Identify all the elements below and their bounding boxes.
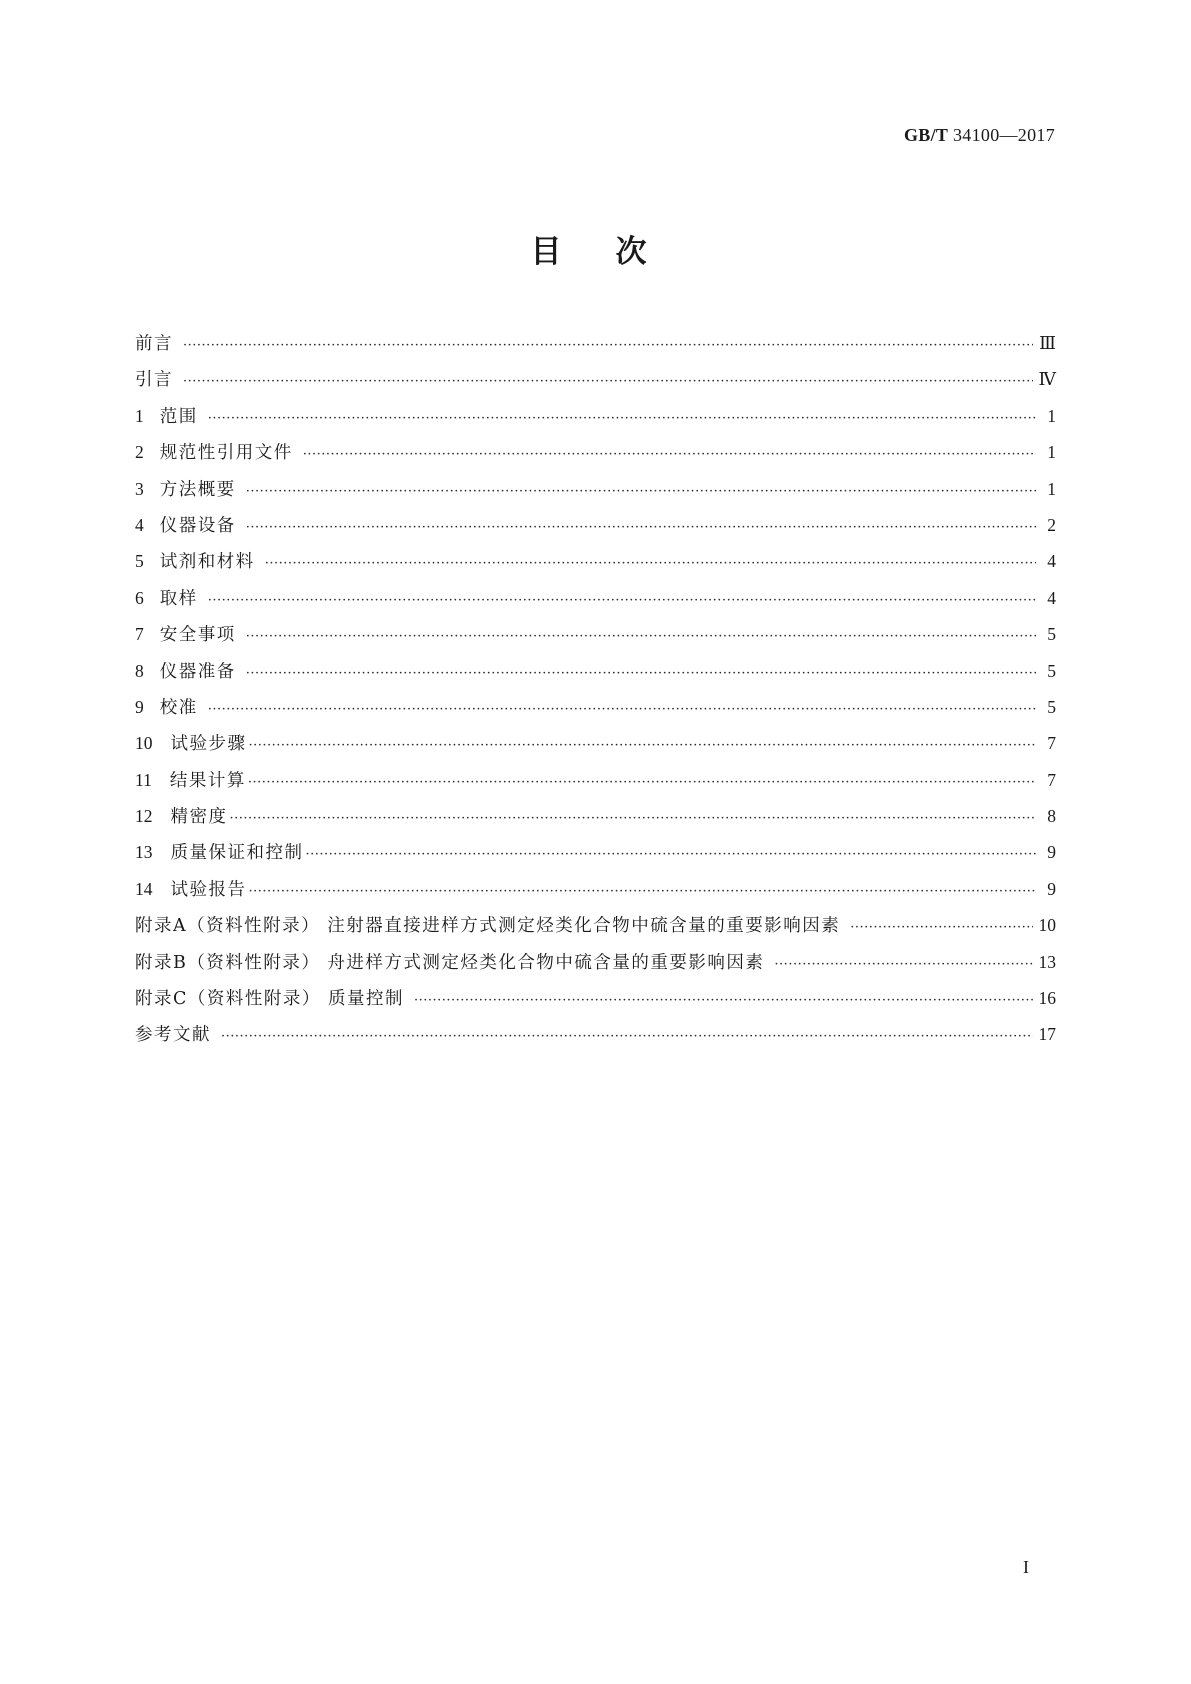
toc-entry-section-7[interactable] — [135, 616, 1056, 652]
toc-leader-dots — [208, 583, 1036, 619]
toc-entry-appendix-a[interactable] — [135, 907, 1056, 943]
toc-label: 试验步骤 — [170, 734, 247, 755]
toc-label: 规范性引用文件 — [159, 443, 293, 464]
toc-page-number: 1 — [1047, 405, 1056, 426]
toc-entry-section-1[interactable] — [135, 398, 1056, 434]
toc-page-number: 9 — [1047, 842, 1056, 863]
toc-page-number: 5 — [1047, 660, 1056, 681]
toc-leader-dots — [208, 401, 1036, 437]
toc-page-number: 7 — [1047, 769, 1056, 790]
toc-section-number: 12 — [135, 806, 153, 827]
toc-section-number: 9 — [135, 696, 144, 717]
toc-page-number: 4 — [1047, 587, 1056, 608]
toc-leader-dots — [221, 1019, 1033, 1055]
toc-entry-introduction[interactable] — [135, 361, 1056, 397]
toc-section-number: 1 — [135, 405, 144, 426]
toc-leader-dots — [774, 947, 1032, 983]
toc-label: 试剂和材料 — [159, 552, 255, 573]
toc-leader-dots — [249, 728, 1037, 764]
toc-leader-dots — [249, 874, 1037, 910]
toc-page-number: 7 — [1047, 733, 1056, 754]
toc-entry-section-9[interactable] — [135, 689, 1056, 725]
toc-entry-appendix-b[interactable] — [135, 944, 1056, 980]
toc-section-number: 8 — [135, 660, 144, 681]
toc-section-number: 2 — [135, 442, 144, 463]
toc-entry-section-10[interactable] — [135, 725, 1056, 761]
toc-entry-section-11[interactable] — [135, 762, 1056, 798]
toc-leader-dots — [248, 765, 1036, 801]
toc-page-number: 5 — [1047, 696, 1056, 717]
toc-leader-dots — [183, 328, 1033, 364]
toc-entry-section-8[interactable] — [135, 653, 1056, 689]
toc-section-number: 11 — [135, 769, 152, 790]
toc-label: 方法概要 — [159, 479, 236, 500]
toc-section-number: 14 — [135, 878, 153, 899]
toc-label: 仪器设备 — [159, 515, 236, 536]
toc-page-number: 16 — [1038, 988, 1056, 1009]
toc-entry-bibliography[interactable] — [135, 1016, 1056, 1052]
toc-entry-section-12[interactable] — [135, 798, 1056, 834]
toc-leader-dots — [246, 474, 1036, 510]
toc-section-number: 13 — [135, 842, 153, 863]
toc-leader-dots — [246, 510, 1036, 546]
toc-label: 取样 — [159, 588, 198, 609]
toc-leader-dots — [246, 656, 1036, 692]
toc-leader-dots — [230, 801, 1037, 837]
toc-page-number: 1 — [1047, 442, 1056, 463]
toc-label: 质量保证和控制 — [170, 843, 304, 864]
toc-section-number: 6 — [135, 587, 144, 608]
toc-entry-section-2[interactable] — [135, 434, 1056, 470]
toc-leader-dots — [303, 437, 1036, 473]
toc-entry-section-14[interactable] — [135, 871, 1056, 907]
toc-page-number: 13 — [1038, 951, 1056, 972]
toc-label: 安全事项 — [159, 625, 236, 646]
toc-label: 前言 — [135, 334, 173, 354]
toc-label: 附录B（资料性附录） 舟进样方式测定烃类化合物中硫含量的重要影响因素 — [135, 952, 765, 973]
toc-section-number: 7 — [135, 624, 144, 645]
toc-page-number: 17 — [1038, 1024, 1056, 1045]
page-title: 目次 — [530, 234, 701, 270]
toc-page-number: 1 — [1047, 478, 1056, 499]
toc-label: 校准 — [159, 697, 198, 718]
document-code — [904, 125, 1055, 146]
toc-label: 仪器准备 — [159, 661, 236, 682]
toc-page-number: 4 — [1047, 551, 1056, 572]
toc-leader-dots — [414, 983, 1033, 1019]
toc-section-number: 3 — [135, 478, 144, 499]
toc-leader-dots — [850, 910, 1032, 946]
toc-page-number: 10 — [1038, 915, 1056, 936]
toc-label: 精密度 — [170, 807, 228, 828]
toc-entry-section-13[interactable] — [135, 834, 1056, 870]
toc-page-number: 5 — [1047, 624, 1056, 645]
toc-section-number: 4 — [135, 514, 144, 535]
toc-label: 范围 — [159, 406, 198, 427]
toc-page-number: Ⅳ — [1038, 369, 1056, 390]
standard-number: 34100—2017 — [953, 125, 1055, 145]
toc-section-number: 5 — [135, 551, 144, 572]
page-number: I — [1023, 1557, 1029, 1577]
toc-section-number: 10 — [135, 733, 153, 754]
standard-prefix: GB/T — [903, 125, 949, 145]
toc-entry-section-4[interactable] — [135, 507, 1056, 543]
table-of-contents — [135, 325, 1056, 1053]
toc-leader-dots — [208, 692, 1036, 728]
toc-page-number: 8 — [1047, 806, 1056, 827]
toc-page-number: 2 — [1047, 514, 1056, 535]
toc-entry-section-6[interactable] — [135, 580, 1056, 616]
toc-label: 结果计算 — [169, 770, 246, 791]
toc-label: 试验报告 — [170, 879, 247, 900]
toc-entry-section-3[interactable] — [135, 471, 1056, 507]
toc-leader-dots — [183, 364, 1033, 400]
toc-entry-appendix-c[interactable] — [135, 980, 1056, 1016]
toc-leader-dots — [246, 619, 1036, 655]
toc-entry-foreword[interactable] — [135, 325, 1056, 361]
toc-label: 引言 — [135, 370, 173, 391]
toc-label: 附录C（资料性附录） 质量控制 — [135, 989, 404, 1010]
toc-leader-dots — [265, 546, 1036, 582]
toc-page-number: Ⅲ — [1039, 333, 1056, 353]
toc-page-number: 9 — [1047, 878, 1056, 899]
toc-label: 参考文献 — [135, 1025, 211, 1046]
toc-entry-section-5[interactable] — [135, 543, 1056, 579]
toc-leader-dots — [306, 837, 1037, 873]
toc-label: 附录A（资料性附录） 注射器直接进样方式测定烃类化合物中硫含量的重要影响因素 — [135, 916, 841, 937]
